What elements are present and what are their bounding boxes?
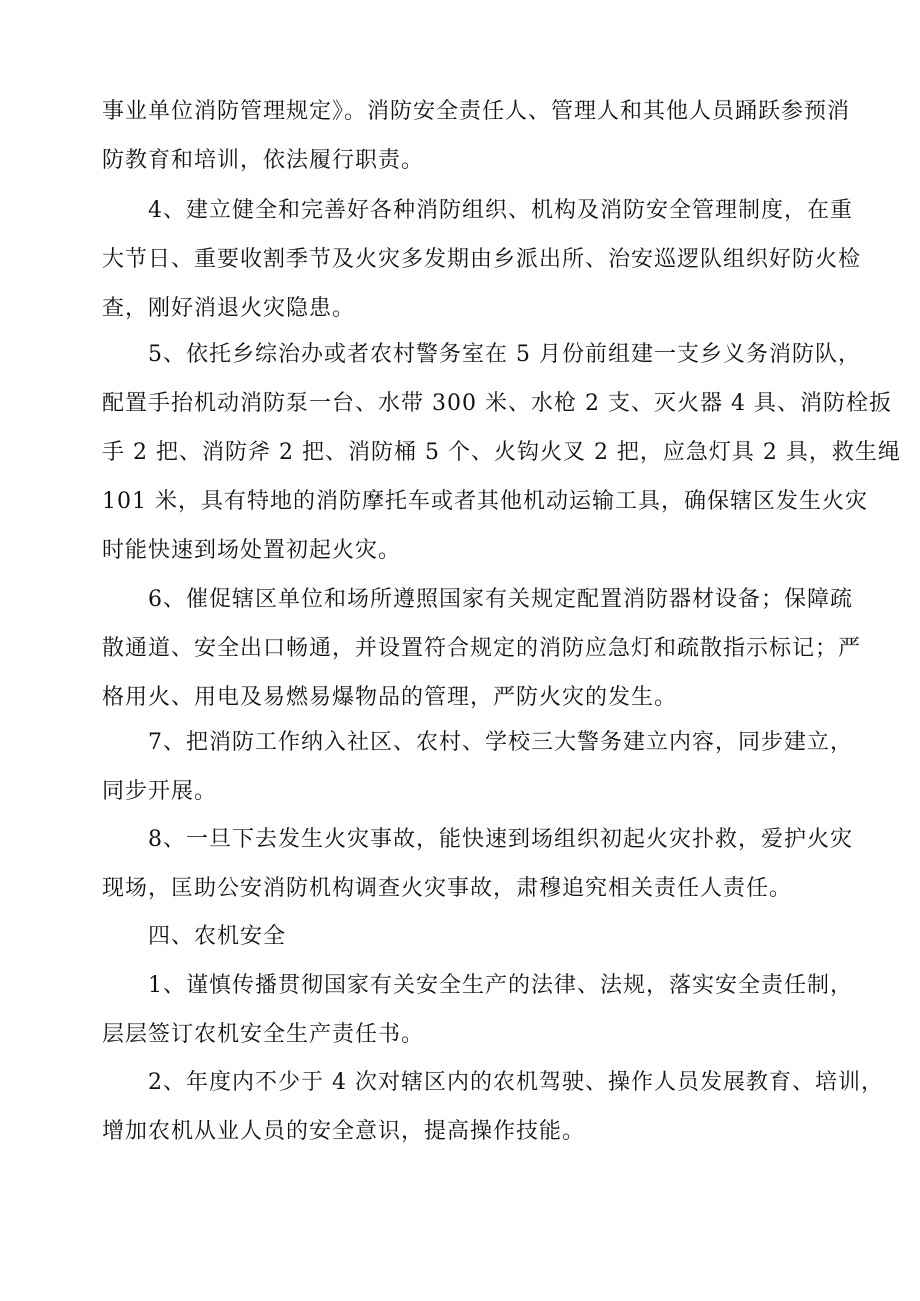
paragraph-item-6 (102, 575, 872, 722)
paragraph-item-4 (102, 186, 872, 333)
text-line: 1、谨慎传播贯彻国家有关安全生产的法律、法规，落实安全责任制， (102, 973, 853, 998)
text-line: 同步开展。 (102, 779, 218, 804)
text-line: 事业单位消防管理规定》。消防安全责任人、管理人和其他人员踊跃参预消 (102, 99, 851, 124)
text-line: 现场，匡助公安消防机构调查火灾事故，肃穆追究相关责任人责任。 (102, 876, 793, 901)
text-line: 5、依托乡综治办或者农村警务室在 5 月份前组建一支乡义务消防队， (102, 342, 861, 367)
paragraph-farm-item-2 (102, 1058, 884, 1156)
text-line: 散通道、安全出口畅通，并设置符合规定的消防应急灯和疏散指示标记；严 (102, 636, 862, 661)
text-line: 手 2 把、消防斧 2 把、消防桶 5 个、火钩火叉 2 把，应急灯具 2 具，救生绳 (102, 440, 901, 465)
paragraph-item-8 (102, 815, 872, 913)
text-line: 6、催促辖区单位和场所遵照国家有关规定配置消防器材设备；保障疏 (102, 587, 853, 612)
text-line: 8、一旦下去发生火灾事故，能快速到场组织初起火灾扑救，爱护火灾 (102, 827, 853, 852)
text-line: 时能快速到场处置初起火灾。 (102, 538, 402, 563)
paragraph-item-5 (102, 330, 901, 575)
text-line: 大节日、重要收割季节及火灾多发期由乡派出所、治安巡逻队组织好防火检 (102, 247, 862, 272)
text-line: 2、年度内不少于 4 次对辖区内的农机驾驶、操作人员发展教育、培训， (102, 1070, 884, 1095)
text-line: 增加农机从业人员的安全意识，提高操作技能。 (102, 1119, 586, 1144)
paragraph-continuation (102, 87, 872, 185)
text-line: 层层签订农机安全生产责任书。 (102, 1022, 425, 1047)
heading-text: 四、农机安全 (102, 924, 287, 949)
text-line: 防教育和培训，依法履行职责。 (102, 148, 425, 173)
paragraph-item-7 (102, 718, 872, 816)
text-line: 101 米，具有特地的消防摩托车或者其他机动运输工具，确保辖区发生火灾 (102, 489, 868, 514)
text-line: 查，刚好消退火灾隐患。 (102, 296, 356, 321)
paragraph-farm-item-1 (102, 961, 872, 1059)
text-line: 7、把消防工作纳入社区、农村、学校三大警务建立内容，同步建立， (102, 730, 853, 755)
text-line: 配置手抬机动消防泵一台、水带 300 米、水枪 2 支、灭火器 4 具、消防栓扳 (102, 391, 892, 416)
text-line: 格用火、用电及易燃易爆物品的管理，严防火灾的发生。 (102, 685, 678, 710)
section-heading-farm-machinery-safety (102, 912, 872, 961)
text-line: 4、建立健全和完善好各种消防组织、机构及消防安全管理制度，在重 (102, 198, 853, 223)
